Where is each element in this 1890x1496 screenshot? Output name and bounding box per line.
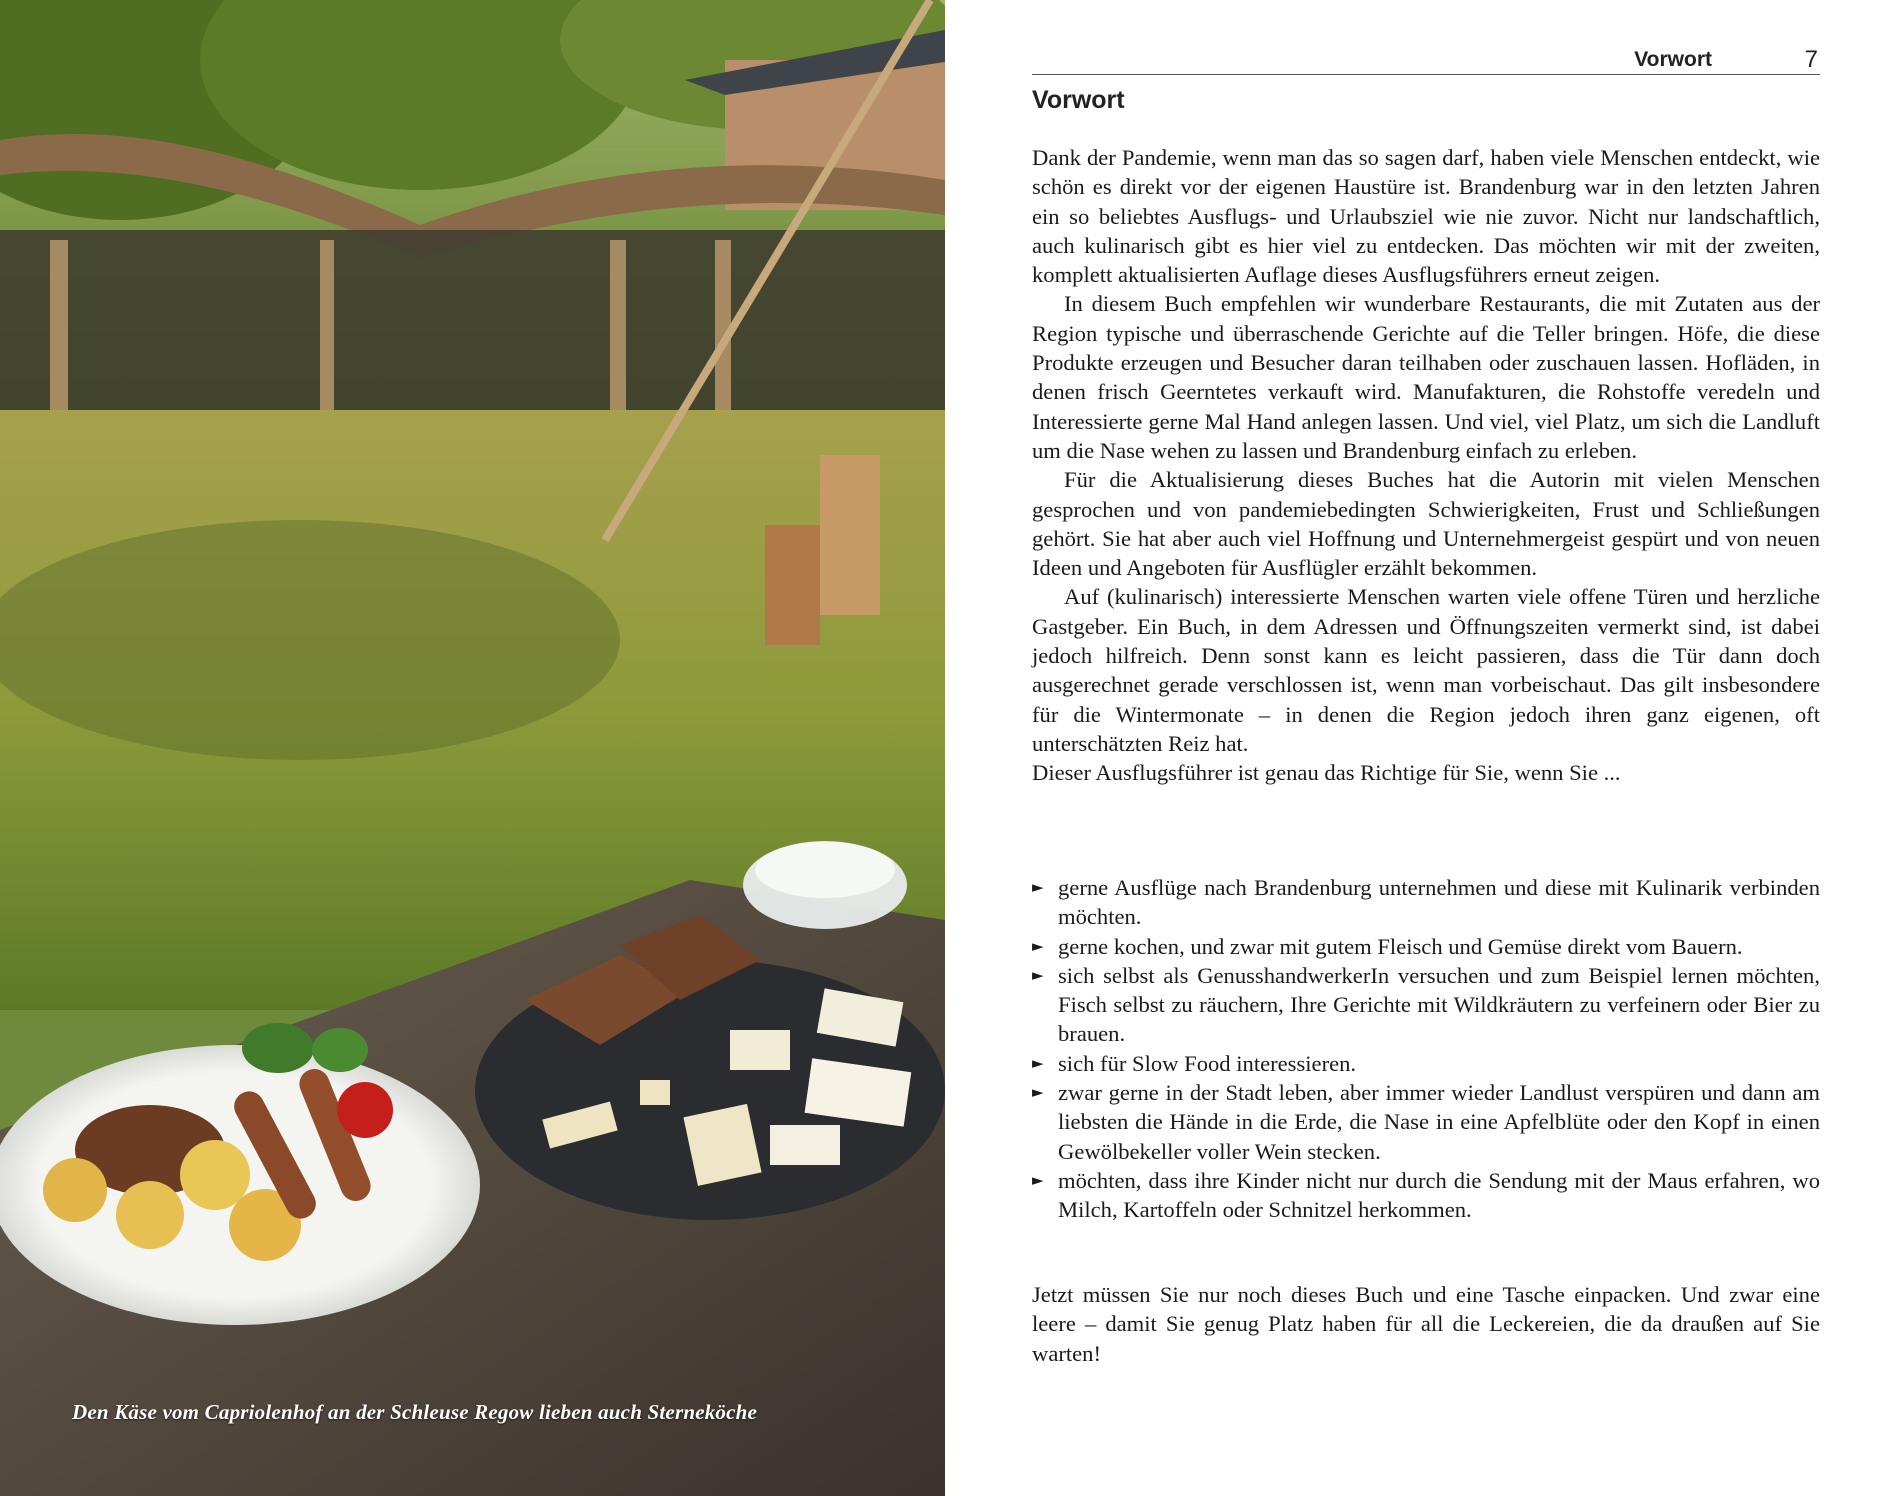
- chapter-title: Vorwort: [1032, 86, 1125, 114]
- list-item: [1032, 873, 1820, 932]
- list-item-text: sich selbst als GenusshandwerkerIn versuchen und zum Beispiel lernen möchten, Fisch selbst zu räuchern, Ihre Gerichte mit Wildkräutern zu verfeinern oder Bier zu brauen.: [1058, 962, 1820, 1047]
- lead-in: Dieser Ausflugsführer ist genau das Richtige für Sie, wenn Sie ...: [1032, 760, 1621, 786]
- list-item: [1032, 1049, 1820, 1078]
- photo-caption: Den Käse vom Capriolenhof an der Schleuse Regow lieben auch Sterneköche: [72, 1400, 758, 1424]
- page-number: 7: [1804, 46, 1818, 73]
- page-header: [1032, 44, 1820, 75]
- bullet-arrow-icon: ►: [1032, 1170, 1044, 1189]
- bullet-list: [1032, 873, 1820, 1225]
- body-text: [1032, 143, 1820, 788]
- list-item: [1032, 932, 1820, 961]
- paragraph: Für die Aktualisierung dieses Buches hat die Autorin mit vielen Menschen gesprochen und von pandemiebedingten Schwierigkeiten, Frust und Schließungen gehört. Sie hat aber auch viel Hoffnung und Unternehmergeist gespürt und von neuen Ideen und Angeboten für Ausflügler erzählt bekommen.: [1032, 467, 1820, 581]
- bullet-arrow-icon: ►: [1032, 1083, 1044, 1102]
- list-item-text: gerne kochen, und zwar mit gutem Fleisch und Gemüse direkt vom Bauern.: [1058, 933, 1743, 959]
- running-head: Vorwort: [1634, 48, 1712, 71]
- paragraph: Auf (kulinarisch) interessierte Menschen warten viele offene Türen und herzliche Gastgeber. Ein Buch, in dem Adressen und Öffnungszeiten vermerkt sind, ist dabei jedoch hilfreich. Denn sonst kann es leicht passieren, dass die Tür dann doch ausgerechnet gerade verschlossen ist, wenn man vorbeischaut. Das gilt insbesondere für die Wintermonate – in denen die Region jedoch ihren ganz eigenen, oft unterschätzten Reiz hat.: [1032, 584, 1820, 756]
- closing-paragraph: Jetzt müssen Sie nur noch dieses Buch und eine Tasche einpacken. Und zwar eine leere – damit Sie genug Platz haben für all die Leckereien, die da draußen auf Sie warten!: [1032, 1282, 1820, 1366]
- list-item: [1032, 1166, 1820, 1225]
- list-item-text: zwar gerne in der Stadt leben, aber immer wieder Landlust verspüren und dann am liebsten die Hände in die Erde, die Nase in eine Apfelblüte oder den Kopf in einen Gewölbekeller voller Wein stecken.: [1058, 1080, 1820, 1164]
- list-item-text: sich für Slow Food interessieren.: [1058, 1050, 1357, 1076]
- bullet-arrow-icon: ►: [1032, 878, 1044, 896]
- list-item-text: gerne Ausflüge nach Brandenburg unternehmen und diese mit Kulinarik verbinden möchten.: [1058, 875, 1820, 930]
- list-item-text: möchten, dass ihre Kinder nicht nur durch die Sendung mit der Maus erfahren, wo Milch, Kartoffeln oder Schnitzel herkommen.: [1058, 1167, 1820, 1223]
- paragraph: In diesem Buch empfehlen wir wunderbare Restaurants, die mit Zutaten aus der Region typische und überraschende Gerichte auf die Teller bringen. Höfe, die diese Produkte erzeugen und Besucher daran teilhaben oder zuschauen lassen. Hofläden, in denen frisch Geerntetes verkauft wird. Manufakturen, die Rohstoffe veredeln und Interessierte gerne Mal Hand anlegen lassen. Und viel, viel Platz, um sich die Landluft um die Nase wehen zu lassen und Brandenburg einfach zu erleben.: [1032, 291, 1820, 463]
- list-item: [1032, 961, 1820, 1049]
- list-item: [1032, 1078, 1820, 1166]
- bullet-arrow-icon: ►: [1032, 965, 1044, 984]
- bullet-arrow-icon: ►: [1032, 1053, 1044, 1072]
- bullet-arrow-icon: ►: [1032, 936, 1044, 955]
- paragraph: Dank der Pandemie, wenn man das so sagen darf, haben viele Menschen entdeckt, wie schön es direkt vor der eigenen Haustüre ist. Brandenburg war in den letzten Jahren ein so beliebtes Ausflugs- und Urlaubsziel wie nie zuvor. Nicht nur landschaftlich, auch kulinarisch gibt es hier viel zu entdecken. Das möchten wir mit der zweiten, komplett aktualisierten Auflage dieses Ausflugsführers erneut zeigen.: [1032, 145, 1820, 288]
